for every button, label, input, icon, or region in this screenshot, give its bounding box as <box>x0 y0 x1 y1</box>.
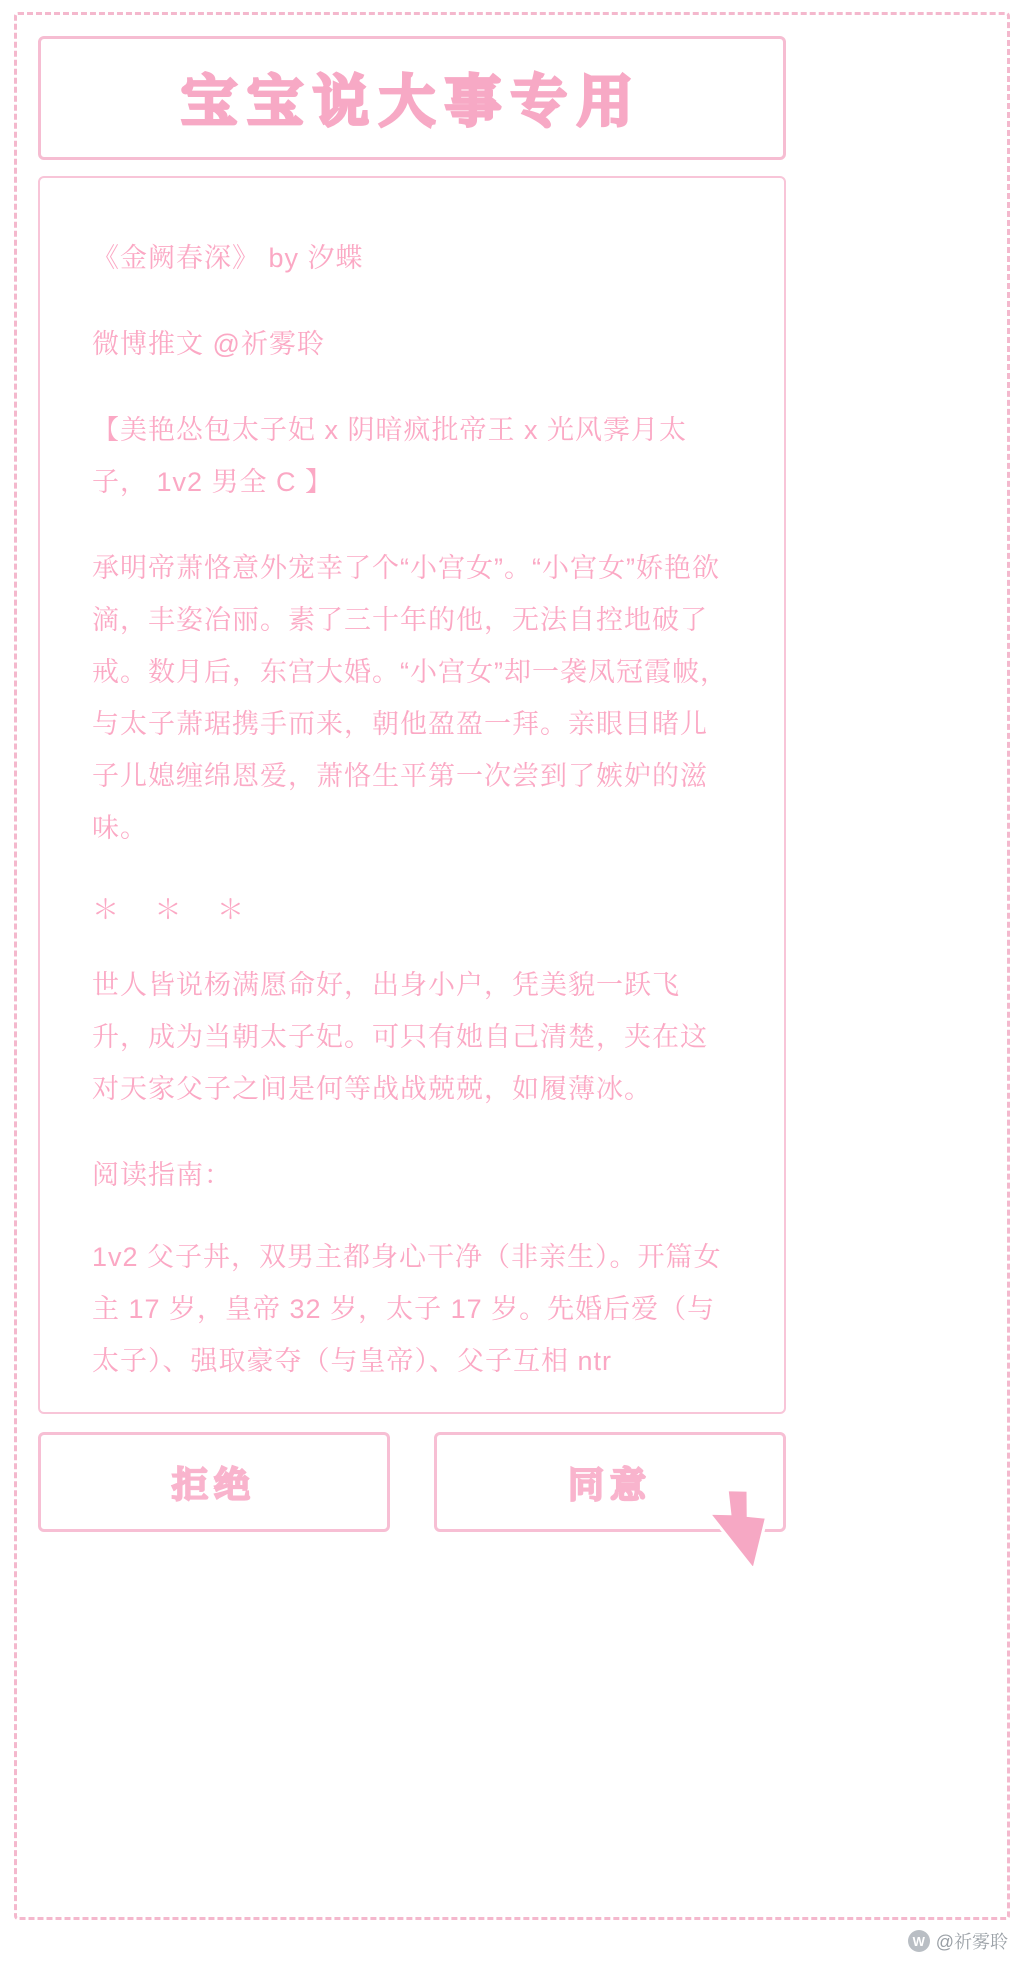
content-body <box>40 178 784 1387</box>
decline-button[interactable] <box>38 1432 390 1532</box>
agree-button[interactable] <box>434 1432 786 1532</box>
page-title: 宝宝说大事专用 <box>181 70 643 135</box>
novel-title-line: 《金阙春深》 by 汐蝶 <box>92 243 364 273</box>
synopsis-paragraph-2: 世人皆说杨满愿命好，出身小户，凭美貌一跃飞升，成为当朝太子妃。可只有她自己清楚，夹在这对天家父子之间是何等战战兢兢，如履薄冰。 <box>92 970 708 1104</box>
weibo-logo-icon: W <box>908 1930 930 1952</box>
decline-button-label: 拒绝 <box>171 1464 256 1506</box>
reading-guide-body: 1v2 父子丼，双男主都身心干净（非亲生）。开篇女主 17 岁，皇帝 32 岁，太子 17 岁。先婚后爱（与太子）、强取豪夺（与皇帝）、父子互相 ntr <box>92 1242 722 1376</box>
watermark-handle: @祈雾聆 <box>935 1932 1008 1952</box>
tagline: 【美艳怂包太子妃 x 阴暗疯批帝王 x 光风霁月太子， 1v2 男全 C 】 <box>92 415 688 497</box>
agree-button-label: 同意 <box>567 1464 652 1506</box>
watermark <box>908 1928 1008 1954</box>
section-divider: ＊ ＊ ＊ <box>92 895 259 925</box>
synopsis-paragraph: 承明帝萧恪意外宠幸了个“小宫女”。“小宫女”娇艳欲滴，丰姿冶丽。素了三十年的他，无法自控地破了戒。数月后，东宫大婚。“小宫女”却一袭凤冠霞帔，与太子萧琚携手而来，朝他盈盈一拜。亲眼目睹儿子儿媳缠绵恩爱，萧恪生平第一次尝到了嫉妒的滋味。 <box>92 553 728 843</box>
content-card <box>38 176 786 1414</box>
title-card <box>38 36 786 160</box>
action-button-row <box>38 1432 786 1532</box>
source-line: 微博推文 @祈雾聆 <box>92 329 325 359</box>
reading-guide-heading: 阅读指南： <box>92 1160 232 1190</box>
